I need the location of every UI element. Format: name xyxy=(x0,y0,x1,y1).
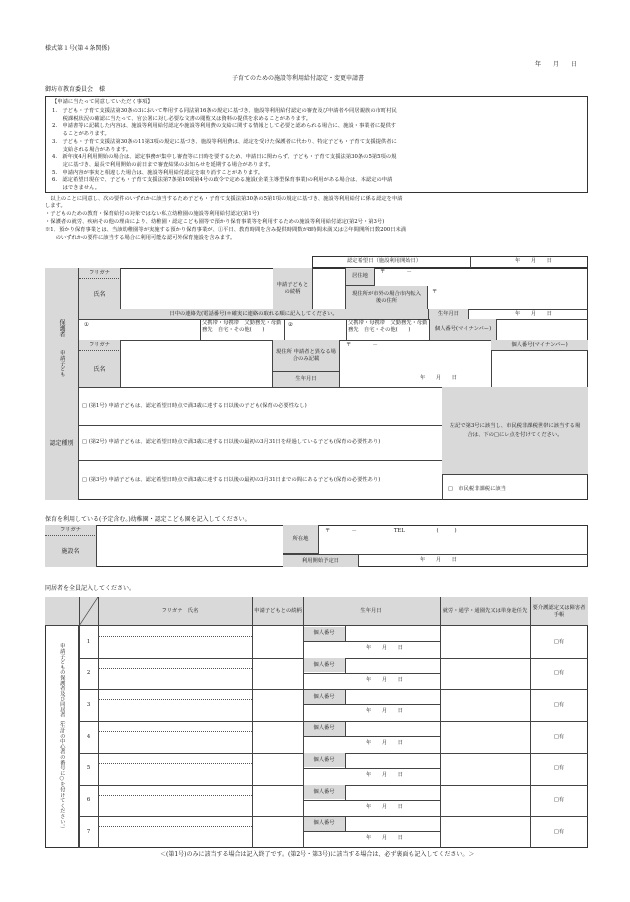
consent-item: 2. 申請書等に記載した内容は、施設等利用給付認定や施設等利用費の支給に関する情報として必要と認められる場合に、施設・事業者に提供す xyxy=(52,123,397,130)
intro-line: ・保護者の就労、疾病その他の理由により、幼稚園・認定こども園等で預かり保育事業等を利用するための施設等利用給付認定(第2号・第3号) xyxy=(45,219,385,225)
member-individual-no-input[interactable] xyxy=(347,628,438,639)
member-individual-no-label: 個人番号 xyxy=(304,627,345,641)
member-furigana-input[interactable] xyxy=(100,627,250,635)
member-name-input[interactable] xyxy=(100,765,250,783)
member-relation-input[interactable] xyxy=(254,628,301,656)
member-furigana-input[interactable] xyxy=(100,690,250,698)
guardian-label: 保護者 xyxy=(58,318,65,337)
intro-line: のいずれかの要件に該当する場合に利用可能な認可外保育施設を含みます。 xyxy=(45,235,236,241)
facility-furigana-label: フリガナ xyxy=(45,525,97,536)
member-individual-no-input[interactable] xyxy=(347,660,438,671)
outside-city-label: 現住所が市外の場合市内転入後の住所 xyxy=(345,286,428,309)
consent-item: 支給される場合があります。 xyxy=(52,146,132,153)
child-furigana-input[interactable] xyxy=(122,342,270,351)
footer-note: ＜(第1号)のみに該当する場合は記入終了です。(第2号・第3号)に該当する場合は、必ず裏面も記入してください。＞ xyxy=(160,851,475,858)
category-right-note: 左記で第3号に該当し、市民税非課税世帯に該当する場合は、下の□にレ点を付けてください。 xyxy=(442,387,588,475)
consent-item: 税課税状況の確認に当たって、官公署に対し必要な文書の閲覧又は資料の提供を求めることがあります。 xyxy=(52,115,312,122)
category-option-2[interactable]: □ (第2号) 申請子どもは、認定希望日時点で満3歳に達する日以後の最初の3月31日を経過している子ども(保育の必要性あり) xyxy=(82,439,381,446)
child-name-input[interactable] xyxy=(122,353,270,385)
child-individual-no-label: 個人番号(マイナンバー) xyxy=(491,340,588,351)
contact-2-marker: ② xyxy=(288,322,293,328)
member-relation-input[interactable] xyxy=(254,787,301,815)
consent-item: はできません。 xyxy=(52,185,100,191)
member-name-input[interactable] xyxy=(100,638,250,656)
row-number: 1 xyxy=(86,638,91,645)
member-relation-input[interactable] xyxy=(254,691,301,719)
facility-furigana-input[interactable] xyxy=(99,527,279,536)
contact-1-options[interactable]: 父携帯・母携帯 父勤務先・母勤務先 自宅・その他( ) xyxy=(202,320,282,333)
member-name-input[interactable] xyxy=(100,797,250,815)
member-care-checkbox[interactable]: □有 xyxy=(553,828,565,835)
household-intro: 同居者を全員記入してください。 xyxy=(45,585,136,592)
individual-no-label: 個人番号(マイナンバー) xyxy=(429,319,497,340)
member-individual-no-label: 個人番号 xyxy=(304,690,345,704)
member-relation-input[interactable] xyxy=(254,818,301,846)
guardian-relation-label: 申請子どもとの続柄 xyxy=(273,268,313,309)
category-option-3[interactable]: □ (第3号) 申請子どもは、認定希望日時点で満3歳に達する日以後の最初の3月31日までの間にある子ども(保育の必要性あり) xyxy=(82,476,381,483)
member-relation-input[interactable] xyxy=(254,755,301,783)
col-birth-header: 生年月日 xyxy=(360,608,382,615)
member-care-checkbox[interactable]: □有 xyxy=(553,733,565,740)
guardian-birth-label: 生年月日 xyxy=(429,309,469,319)
facility-start-field[interactable]: 年 月 日 xyxy=(420,557,458,563)
consent-item: 6. 認定希望日現在で、子ども・子育て支援法第7条第10項第4号の政令で定める施設(企業主導型保育事業)の利用がある場合は、本認定の申請 xyxy=(52,177,393,184)
guardian-name-input[interactable] xyxy=(122,281,272,307)
household-side-label: 申請子どもの保護者及び同居者（生計の中心者の番号に○を付けてください。） xyxy=(58,642,65,832)
header-diagonal xyxy=(79,597,98,626)
member-furigana-input[interactable] xyxy=(100,659,250,667)
member-individual-no-input[interactable] xyxy=(347,787,438,798)
member-furigana-input[interactable] xyxy=(100,722,250,730)
member-birth-field[interactable]: 年 月 日 xyxy=(366,803,404,810)
member-birth-field[interactable]: 年 月 日 xyxy=(366,740,404,747)
intro-line: します。 xyxy=(45,203,66,209)
member-relation-input[interactable] xyxy=(254,723,301,751)
child-name-label: 氏名 xyxy=(79,351,121,387)
member-name-input[interactable] xyxy=(100,828,250,846)
facility-start-label: 利用開始予定日 xyxy=(283,554,359,567)
member-care-checkbox[interactable]: □有 xyxy=(553,701,565,708)
addressee: 御坊市教育委員会 様 xyxy=(45,86,106,93)
consent-item: 4. 新年度4月利用開始の場合は、認定事務が集中し審査等に日時を要するため、申請日に関わらず、子ども・子育て支援法第30条の5第5項の規 xyxy=(52,154,397,161)
member-work-input[interactable] xyxy=(442,723,528,751)
guardian-name-label: 氏名 xyxy=(79,279,121,309)
member-birth-field[interactable]: 年 月 日 xyxy=(366,645,404,651)
col-care-header: 要介護認定又は障害者手帳 xyxy=(532,605,586,618)
member-individual-no-input[interactable] xyxy=(347,723,438,734)
form-number: 様式第１号(第４条関係) xyxy=(45,45,110,52)
guardian-relation-input[interactable] xyxy=(314,270,344,307)
member-birth-field[interactable]: 年 月 日 xyxy=(366,708,404,715)
desired-date-label: 認定希望日（施設利用開始日） xyxy=(347,258,422,264)
member-name-input[interactable] xyxy=(100,733,250,751)
member-individual-no-label: 個人番号 xyxy=(304,658,345,672)
row-number: 2 xyxy=(86,670,91,677)
facility-name-input[interactable] xyxy=(99,538,279,565)
consent-item: 5. 申請内容が事実と相違した場合は、施設等利用給付認定を取り消すことがあります。 xyxy=(52,169,264,176)
header-date-field[interactable]: 年 月 日 xyxy=(535,61,578,68)
member-furigana-input[interactable] xyxy=(100,817,250,825)
category-option-1[interactable]: □ (第1号) 申請子どもは、認定希望日時点で満3歳に達する日以後の子ども(保育の必要性なし) xyxy=(82,402,307,409)
guardian-individual-no-input[interactable] xyxy=(499,321,585,338)
member-furigana-input[interactable] xyxy=(100,754,250,762)
col-relation-header: 申請子どもとの続柄 xyxy=(254,608,302,615)
member-individual-no-input[interactable] xyxy=(347,755,438,766)
intro-line: ・子どものための教育・保育給付の対象ではない私立幼稚園の施設等利用給付認定(第1号) xyxy=(45,211,260,217)
child-individual-no-input[interactable] xyxy=(493,353,586,385)
intro-line: 以上のことに同意し、次の要件のいずれかに該当するため子ども・子育て支援法第30条の5第1項の規定に基づき、施設等利用給付に係る認定を申請 xyxy=(45,196,403,202)
col-name-header: フリガナ 氏名 xyxy=(161,608,199,615)
residence-label: 居住地 xyxy=(345,268,375,286)
page-title: 子育てのための施設等利用給付認定・変更申請書 xyxy=(232,75,365,82)
member-work-input[interactable] xyxy=(442,787,528,815)
row-number: 5 xyxy=(86,765,91,772)
member-birth-field[interactable]: 年 月 日 xyxy=(366,835,404,842)
guardian-furigana-label: フリガナ xyxy=(79,268,121,279)
child-label: 申請子ども xyxy=(58,350,65,377)
child-furigana-label: フリガナ xyxy=(79,340,121,351)
member-work-input[interactable] xyxy=(442,691,528,719)
row-number: 4 xyxy=(86,733,91,740)
child-birth-field[interactable]: 年 月 日 xyxy=(420,375,458,381)
category-label: 認定種別 xyxy=(45,387,79,500)
member-work-input[interactable] xyxy=(442,818,528,846)
residence-postal[interactable]: 〒 － xyxy=(380,269,412,275)
child-birth-label: 生年月日 xyxy=(272,371,340,387)
member-work-input[interactable] xyxy=(442,628,528,656)
member-care-checkbox[interactable]: □有 xyxy=(553,765,565,772)
contact-note: 日中の連絡先(電話番号)＊確実に連絡の取れる順に記入してください。 xyxy=(79,309,429,319)
contact-2-options[interactable]: 父携帯・母携帯 父勤務先・母勤務先 自宅・その他( ) xyxy=(348,320,428,333)
member-individual-no-input[interactable] xyxy=(347,818,438,829)
facility-location-label: 所在地 xyxy=(283,525,319,554)
member-birth-field[interactable]: 年 月 日 xyxy=(366,771,404,778)
guardian-furigana-input[interactable] xyxy=(122,270,272,279)
member-furigana-input[interactable] xyxy=(100,786,250,794)
member-birth-field[interactable]: 年 月 日 xyxy=(366,676,404,683)
member-individual-no-label: 個人番号 xyxy=(304,722,345,736)
intro-line: ※1．預かり保育事業とは、当該幼稚園等が実施する預かり保育事業が、①平日、教育時間を含み提供時間数が8時間未満又は②年間開所日数200日未満 xyxy=(45,227,407,233)
contact-1-marker: ① xyxy=(84,322,89,328)
tax-exempt-checkbox[interactable]: □ 市民税非課税に該当 xyxy=(448,486,506,492)
member-name-input[interactable] xyxy=(100,701,250,719)
member-work-input[interactable] xyxy=(442,660,528,688)
consent-heading: 【申請に当たって同意していただく事項】 xyxy=(52,99,153,105)
child-address-postal[interactable]: 〒 － xyxy=(346,342,378,348)
desired-date-field[interactable]: 年 月 日 xyxy=(515,258,553,264)
facility-location-input[interactable]: 〒 － TEL ( ) xyxy=(325,528,457,534)
row-number: 3 xyxy=(86,701,91,708)
member-individual-no-label: 個人番号 xyxy=(304,817,345,831)
member-individual-no-label: 個人番号 xyxy=(304,753,345,767)
member-care-checkbox[interactable]: □有 xyxy=(553,797,565,804)
facility-intro: 保育を利用している(予定含む。)幼稚園・認定こども園を記入してください。 xyxy=(45,516,251,523)
consent-item: 定に基づき、最長で利用開始の前日まで審査結果のお知らせを延期する場合があります。 xyxy=(52,161,274,168)
member-individual-no-input[interactable] xyxy=(347,691,438,702)
outside-city-postal[interactable]: 〒 xyxy=(432,289,438,295)
row-number: 7 xyxy=(86,828,91,835)
child-address-label: 現住所 申請者と異なる場合のみ記載 xyxy=(272,340,340,371)
member-individual-no-label: 個人番号 xyxy=(304,785,345,799)
col-work-header: 就労・通学・通園先又は単身赴任先 xyxy=(442,608,528,615)
row-number: 6 xyxy=(86,797,91,804)
guardian-birth-field[interactable]: 年 月 日 xyxy=(515,311,553,317)
facility-name-label: 施設名 xyxy=(45,536,97,567)
member-care-checkbox[interactable]: □有 xyxy=(553,670,565,677)
member-care-checkbox[interactable]: □有 xyxy=(553,638,565,645)
consent-item: 1. 子ども・子育て支援法第30条の3において準用する同法第16条の規定に基づき、施設等利用給付認定の審査及び申請者や同居親族の市町村民 xyxy=(52,108,397,114)
consent-item: ることがあります。 xyxy=(52,131,110,138)
member-work-input[interactable] xyxy=(442,755,528,783)
member-name-input[interactable] xyxy=(100,670,250,688)
consent-item: 3. 子ども・子育て支援法第30条の11第3項の規定に基づき、施設等利用費は、認定を受けた保護者に代わり、特定子ども・子育て支援提供者に xyxy=(52,138,397,145)
member-relation-input[interactable] xyxy=(254,660,301,688)
